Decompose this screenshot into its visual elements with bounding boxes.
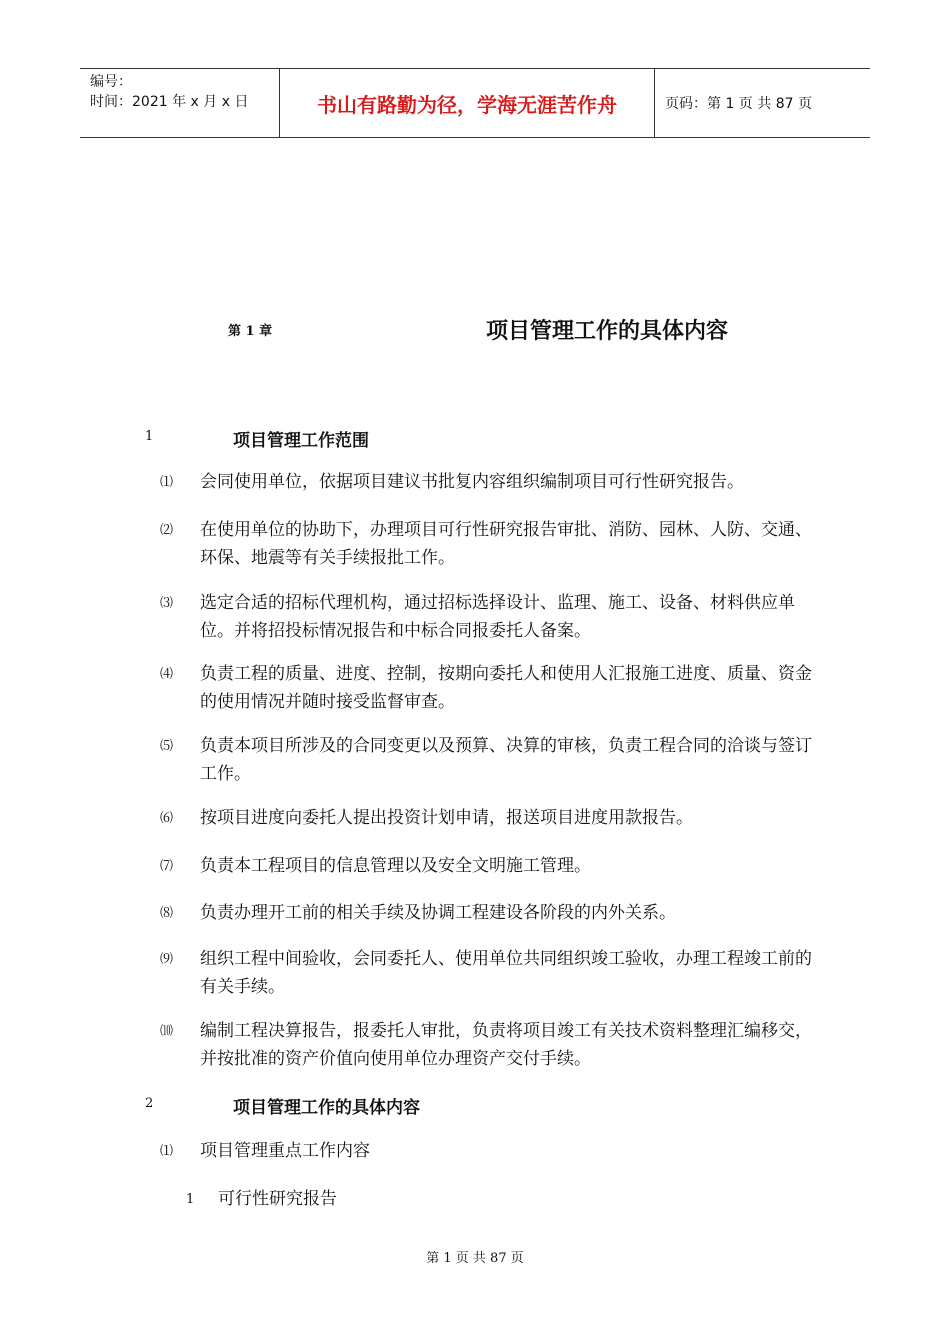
list-item	[160, 468, 820, 497]
header-meta-cell	[80, 69, 280, 137]
list-item	[160, 732, 820, 788]
number-label: 编号：	[90, 74, 132, 90]
section-heading	[145, 1093, 420, 1118]
section-number: 1	[145, 429, 154, 444]
list-item	[160, 804, 820, 833]
list-item	[160, 516, 820, 572]
list-item	[160, 945, 820, 1001]
chapter-label: 第 1 章	[228, 324, 273, 339]
header-page-info: 页码：第 1 页 共 87 页	[665, 96, 812, 112]
item-number: ⑴	[160, 475, 174, 490]
page-footer: 第 1 页 共 87 页	[426, 1251, 524, 1266]
sub-item	[186, 1185, 337, 1214]
item-text: 在使用单位的协助下，办理项目可行性研究报告审批、消防、园林、人防、交通、环保、地震等有关手续报批工作。	[200, 520, 812, 568]
item-number: ⑼	[160, 952, 174, 967]
list-item	[160, 899, 820, 928]
item-number: ⑽	[160, 1024, 174, 1039]
item-number: ⑶	[160, 596, 174, 611]
motto: 书山有路勤为径，学海无涯苦作舟	[280, 69, 655, 137]
item-number: ⑹	[160, 811, 174, 826]
sub-item-number: 1	[186, 1192, 195, 1207]
item-number: ⑴	[160, 1144, 174, 1159]
item-number: ⑸	[160, 739, 174, 754]
list-item	[160, 852, 820, 881]
section-heading	[145, 426, 369, 451]
item-text: 负责工程的质量、进度、控制，按期向委托人和使用人汇报施工进度、质量、资金的使用情况并随时接受监督审查。	[200, 664, 812, 712]
item-number: ⑷	[160, 667, 174, 682]
header-table	[80, 68, 870, 138]
sub-item-text: 可行性研究报告	[218, 1189, 337, 1209]
item-text: 组织工程中间验收，会同委托人、使用单位共同组织竣工验收，办理工程竣工前的有关手续。	[200, 949, 812, 997]
item-text: 负责本工程项目的信息管理以及安全文明施工管理。	[200, 856, 591, 876]
time-label: 时间：2021 年 x 月 x 日	[90, 94, 249, 110]
list-item	[160, 1137, 820, 1166]
list-item	[160, 1017, 820, 1073]
item-number: ⑺	[160, 859, 174, 874]
list-item	[160, 660, 820, 716]
item-text: 负责本项目所涉及的合同变更以及预算、决算的审核，负责工程合同的洽谈与签订工作。	[200, 736, 812, 784]
item-number: ⑵	[160, 523, 174, 538]
item-text: 会同使用单位，依据项目建议书批复内容组织编制项目可行性研究报告。	[200, 472, 744, 492]
section-title: 项目管理工作的具体内容	[233, 1098, 420, 1118]
item-text: 项目管理重点工作内容	[200, 1141, 370, 1161]
item-text: 选定合适的招标代理机构，通过招标选择设计、监理、施工、设备、材料供应单位。并将招投标情况报告和中标合同报委托人备案。	[200, 593, 795, 641]
item-text: 负责办理开工前的相关手续及协调工程建设各阶段的内外关系。	[200, 903, 676, 923]
section-number: 2	[145, 1096, 154, 1111]
chapter-title: 项目管理工作的具体内容	[486, 319, 729, 344]
item-text: 按项目进度向委托人提出投资计划申请，报送项目进度用款报告。	[200, 808, 693, 828]
item-text: 编制工程决算报告，报委托人审批，负责将项目竣工有关技术资料整理汇编移交，并按批准的资产价值向使用单位办理资产交付手续。	[200, 1021, 812, 1069]
item-number: ⑻	[160, 906, 174, 921]
list-item	[160, 589, 820, 645]
section-title: 项目管理工作范围	[233, 431, 369, 451]
